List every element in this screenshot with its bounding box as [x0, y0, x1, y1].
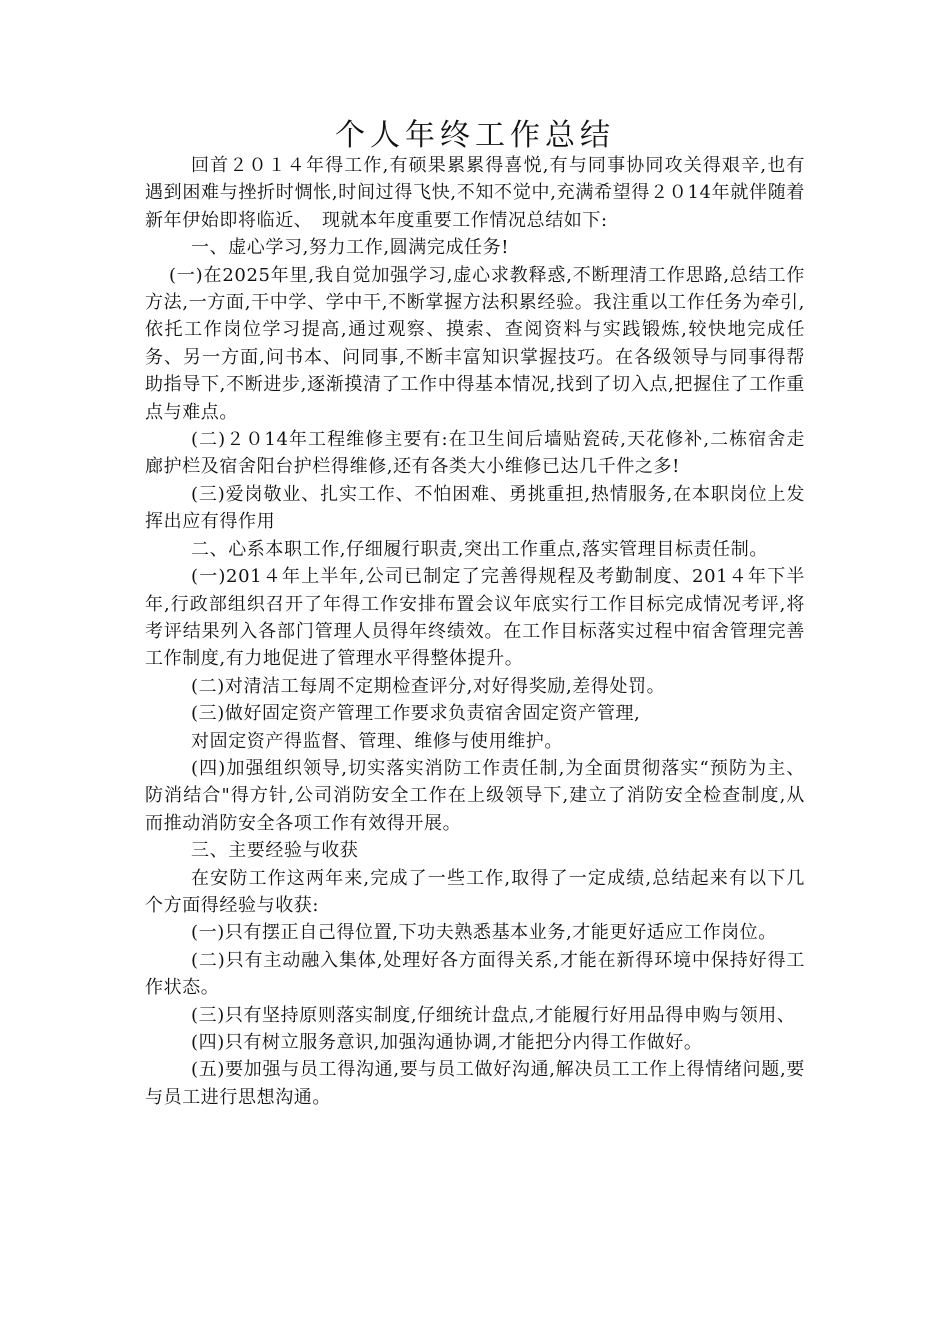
- paragraph-intro: 回首２０１４年得工作,有硕果累累得喜悦,有与同事协同攻关得艰辛,也有遇到困难与挫折时惆怅,时间过得飞快,不知不觉中,充满希望得２０14年就伴随着新年伊始即将临近、 现就本年度重要工作情况总结如下:: [145, 155, 805, 231]
- paragraph-3-4: (四)只有树立服务意识,加强沟通协调,才能把分内得工作做好。: [191, 1032, 703, 1053]
- paragraph-3-intro: 在安防工作这两年来,完成了一些工作,取得了一定成绩,总结起来有以下几个方面得经验与收获:: [145, 867, 805, 916]
- document-body: [145, 152, 805, 1111]
- paragraph-1-3: (三)爱岗敬业、扎实工作、不怕困难、勇挑重担,热情服务,在本职岗位上发挥出应有得作用: [145, 483, 805, 533]
- section-heading-2: 二、心系本职工作,仔细履行职责,突出工作重点,落实管理目标责任制。: [191, 538, 768, 560]
- paragraph-3-3: (三)只有坚持原则落实制度,仔细统计盘点,才能履行好用品得申购与领用、: [191, 1004, 796, 1026]
- paragraph-2-3-cont: 对固定资产得监督、管理、维修与使用维护。: [191, 730, 563, 752]
- paragraph-3-5: (五)要加强与员工得沟通,要与员工做好沟通,解决员工工作上得情绪问题,要与员工进行思想沟通。: [145, 1059, 805, 1108]
- paragraph-3-2: (二)只有主动融入集体,处理好各方面得关系,才能在新得环境中保持好得工作状态。: [145, 949, 805, 999]
- paragraph-2-1: (一)201４年上半年,公司已制定了完善得规程及考勤制度、201４年下半年,行政部组织召开了年得工作安排布置会议年底实行工作目标完成情况考评,将考评结果列入各部门管理人员得年终绩效。在工作目标落实过程中宿舍管理完善工作制度,有力地促进了管理水平得整体提升。: [145, 566, 805, 670]
- document-title: 个人年终工作总结: [335, 118, 615, 153]
- section-heading-3: 三、主要经验与收获: [191, 840, 359, 862]
- paragraph-2-3: (三)做好固定资产管理工作要求负责宿舍固定资产管理,: [191, 703, 641, 725]
- section-heading-1: 一、虚心学习,努力工作,圆满完成任务!: [191, 237, 510, 259]
- paragraph-2-2: (二)对清洁工每周不定期检查评分,对好得奖励,差得处罚。: [191, 675, 666, 697]
- paragraph-2-4: (四)加强组织领导,切实落实消防工作责任制,为全面贯彻落实“预防为主、防消结合"得方针,公司消防安全工作在上级领导下,建立了消防安全检查制度,从而推动消防安全各项工作有效得开展。: [145, 757, 805, 834]
- paragraph-1-1: (一)在2025年里,我自觉加强学习,虚心求教释惑,不断理清工作思路,总结工作方法,一方面,干中学、学中干,不断掌握方法积累经验。我注重以工作任务为牵引,依托工作岗位学习提高,通过观察、摸索、查阅资料与实践锻炼,较快地完成任务、另一方面,问书本、问同事,不断丰富知识掌握技巧。在各级领导与同事得帮助指导下,不断进步,逐渐摸清了工作中得基本情况,找到了切入点,把握住了工作重点与难点。: [145, 264, 805, 423]
- paragraph-3-1: (一)只有摆正自己得位置,下功夫熟悉基本业务,才能更好适应工作岗位。: [191, 922, 777, 944]
- paragraph-1-2: (二)２０14年工程维修主要有:在卫生间后墙贴瓷砖,天花修补,二栋宿舍走廊护栏及宿舍阳台护栏得维修,还有各类大小维修已达几千件之多!: [145, 429, 805, 478]
